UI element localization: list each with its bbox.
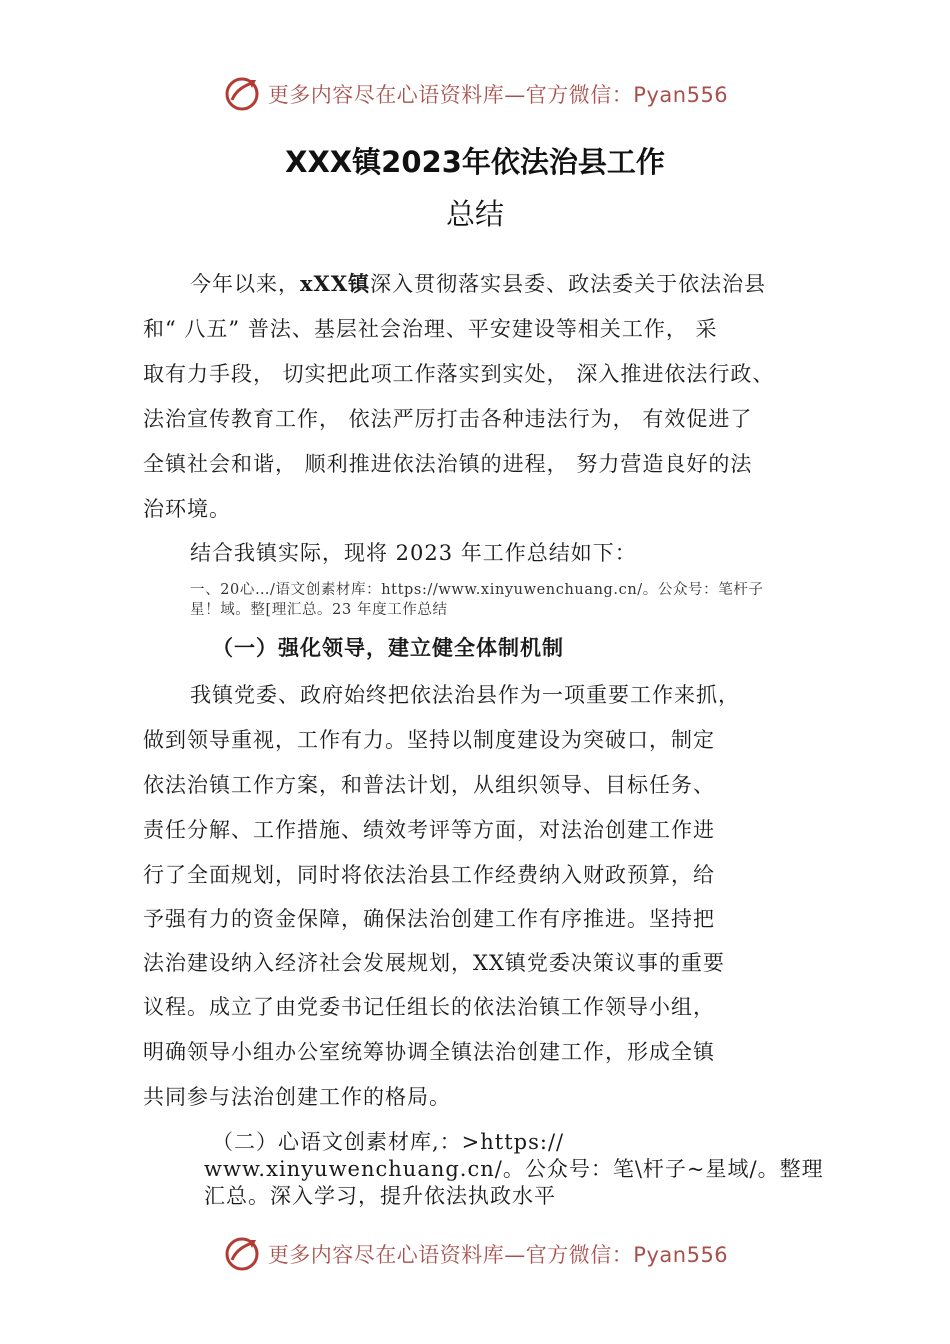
watermark-text: 更多内容尽在心语资料库—官方微信：Pyan556 bbox=[267, 1243, 729, 1267]
section-1-line: 予强有力的资金保障，确保法治创建工作有序推进。坚持把 bbox=[143, 907, 715, 931]
intro-lead: 今年以来， bbox=[190, 272, 300, 296]
title-line-1: XXX镇2023年依法治县工作 bbox=[285, 145, 665, 179]
intro-line-2: 和“ 八五” 普法、基层社会治理、平安建设等相关工作， 采 bbox=[143, 317, 718, 341]
watermark-banner-bottom bbox=[0, 1232, 950, 1276]
section-2-heading: （二）心语文创素材库,：>https:// bbox=[212, 1130, 565, 1154]
section-2-line: 汇总。深入学习，提升依法执政水平 bbox=[204, 1184, 556, 1208]
page-subtitle bbox=[0, 192, 950, 233]
section-1-line: 我镇党委、政府始终把依法治县作为一项重要工作来抓， bbox=[190, 683, 740, 707]
note-line-2: 星！域。整[理汇总。23 年度工作总结 bbox=[190, 602, 448, 618]
section-1-line: 共同参与法治创建工作的格局。 bbox=[143, 1085, 451, 1109]
summary-lead: 结合我镇实际，现将 2023 年工作总结如下： bbox=[190, 541, 637, 565]
section-1-line: 责任分解、工作措施、绩效考评等方面，对法治创建工作进 bbox=[143, 818, 715, 842]
section-2-line: www.xinyuwenchuang.cn/。公众号：笔\杆子~星域/。整理 bbox=[204, 1157, 824, 1181]
note-line-1: 一、20心…/语文创素材库：https://www.xinyuwenchuang.cn/。公众号：笔杆子 bbox=[190, 582, 764, 598]
intro-town: xXX镇 bbox=[300, 271, 371, 296]
intro-line-3: 取有力手段， 切实把此项工作落实到实处， 深入推进依法行政、 bbox=[143, 362, 775, 386]
brand-logo-icon bbox=[222, 74, 262, 114]
title-line-2: 总结 bbox=[445, 197, 504, 231]
brand-logo-icon bbox=[222, 1234, 262, 1274]
intro-text-1: 深入贯彻落实县委、政法委关于依法治县 bbox=[370, 272, 767, 296]
watermark-banner-top bbox=[0, 72, 950, 116]
section-1-line: 法治建设纳入经济社会发展规划，XX镇党委决策议事的重要 bbox=[143, 951, 725, 975]
intro-line-1 bbox=[190, 268, 766, 298]
watermark-text: 更多内容尽在心语资料库—官方微信：Pyan556 bbox=[267, 83, 729, 107]
section-1-line: 议程。成立了由党委书记任组长的依法治镇工作领导小组， bbox=[143, 995, 715, 1019]
section-1-line: 做到领导重视，工作有力。坚持以制度建设为突破口，制定 bbox=[143, 728, 715, 752]
intro-line-5: 全镇社会和谐， 顺利推进依法治镇的进程， 努力营造良好的法 bbox=[143, 452, 753, 476]
section-1-line: 明确领导小组办公室统筹协调全镇法治创建工作，形成全镇 bbox=[143, 1040, 715, 1064]
page-title bbox=[0, 140, 950, 181]
section-1-heading: （一）强化领导，建立健全体制机制 bbox=[212, 635, 564, 660]
section-1-line: 行了全面规划，同时将依法治县工作经费纳入财政预算，给 bbox=[143, 863, 715, 887]
section-1-line: 依法治镇工作方案，和普法计划，从组织领导、目标任务、 bbox=[143, 773, 715, 797]
intro-line-6: 治环境。 bbox=[143, 497, 231, 521]
intro-line-4: 法治宣传教育工作， 依法严厉打击各种违法行为， 有效促进了 bbox=[143, 407, 753, 431]
